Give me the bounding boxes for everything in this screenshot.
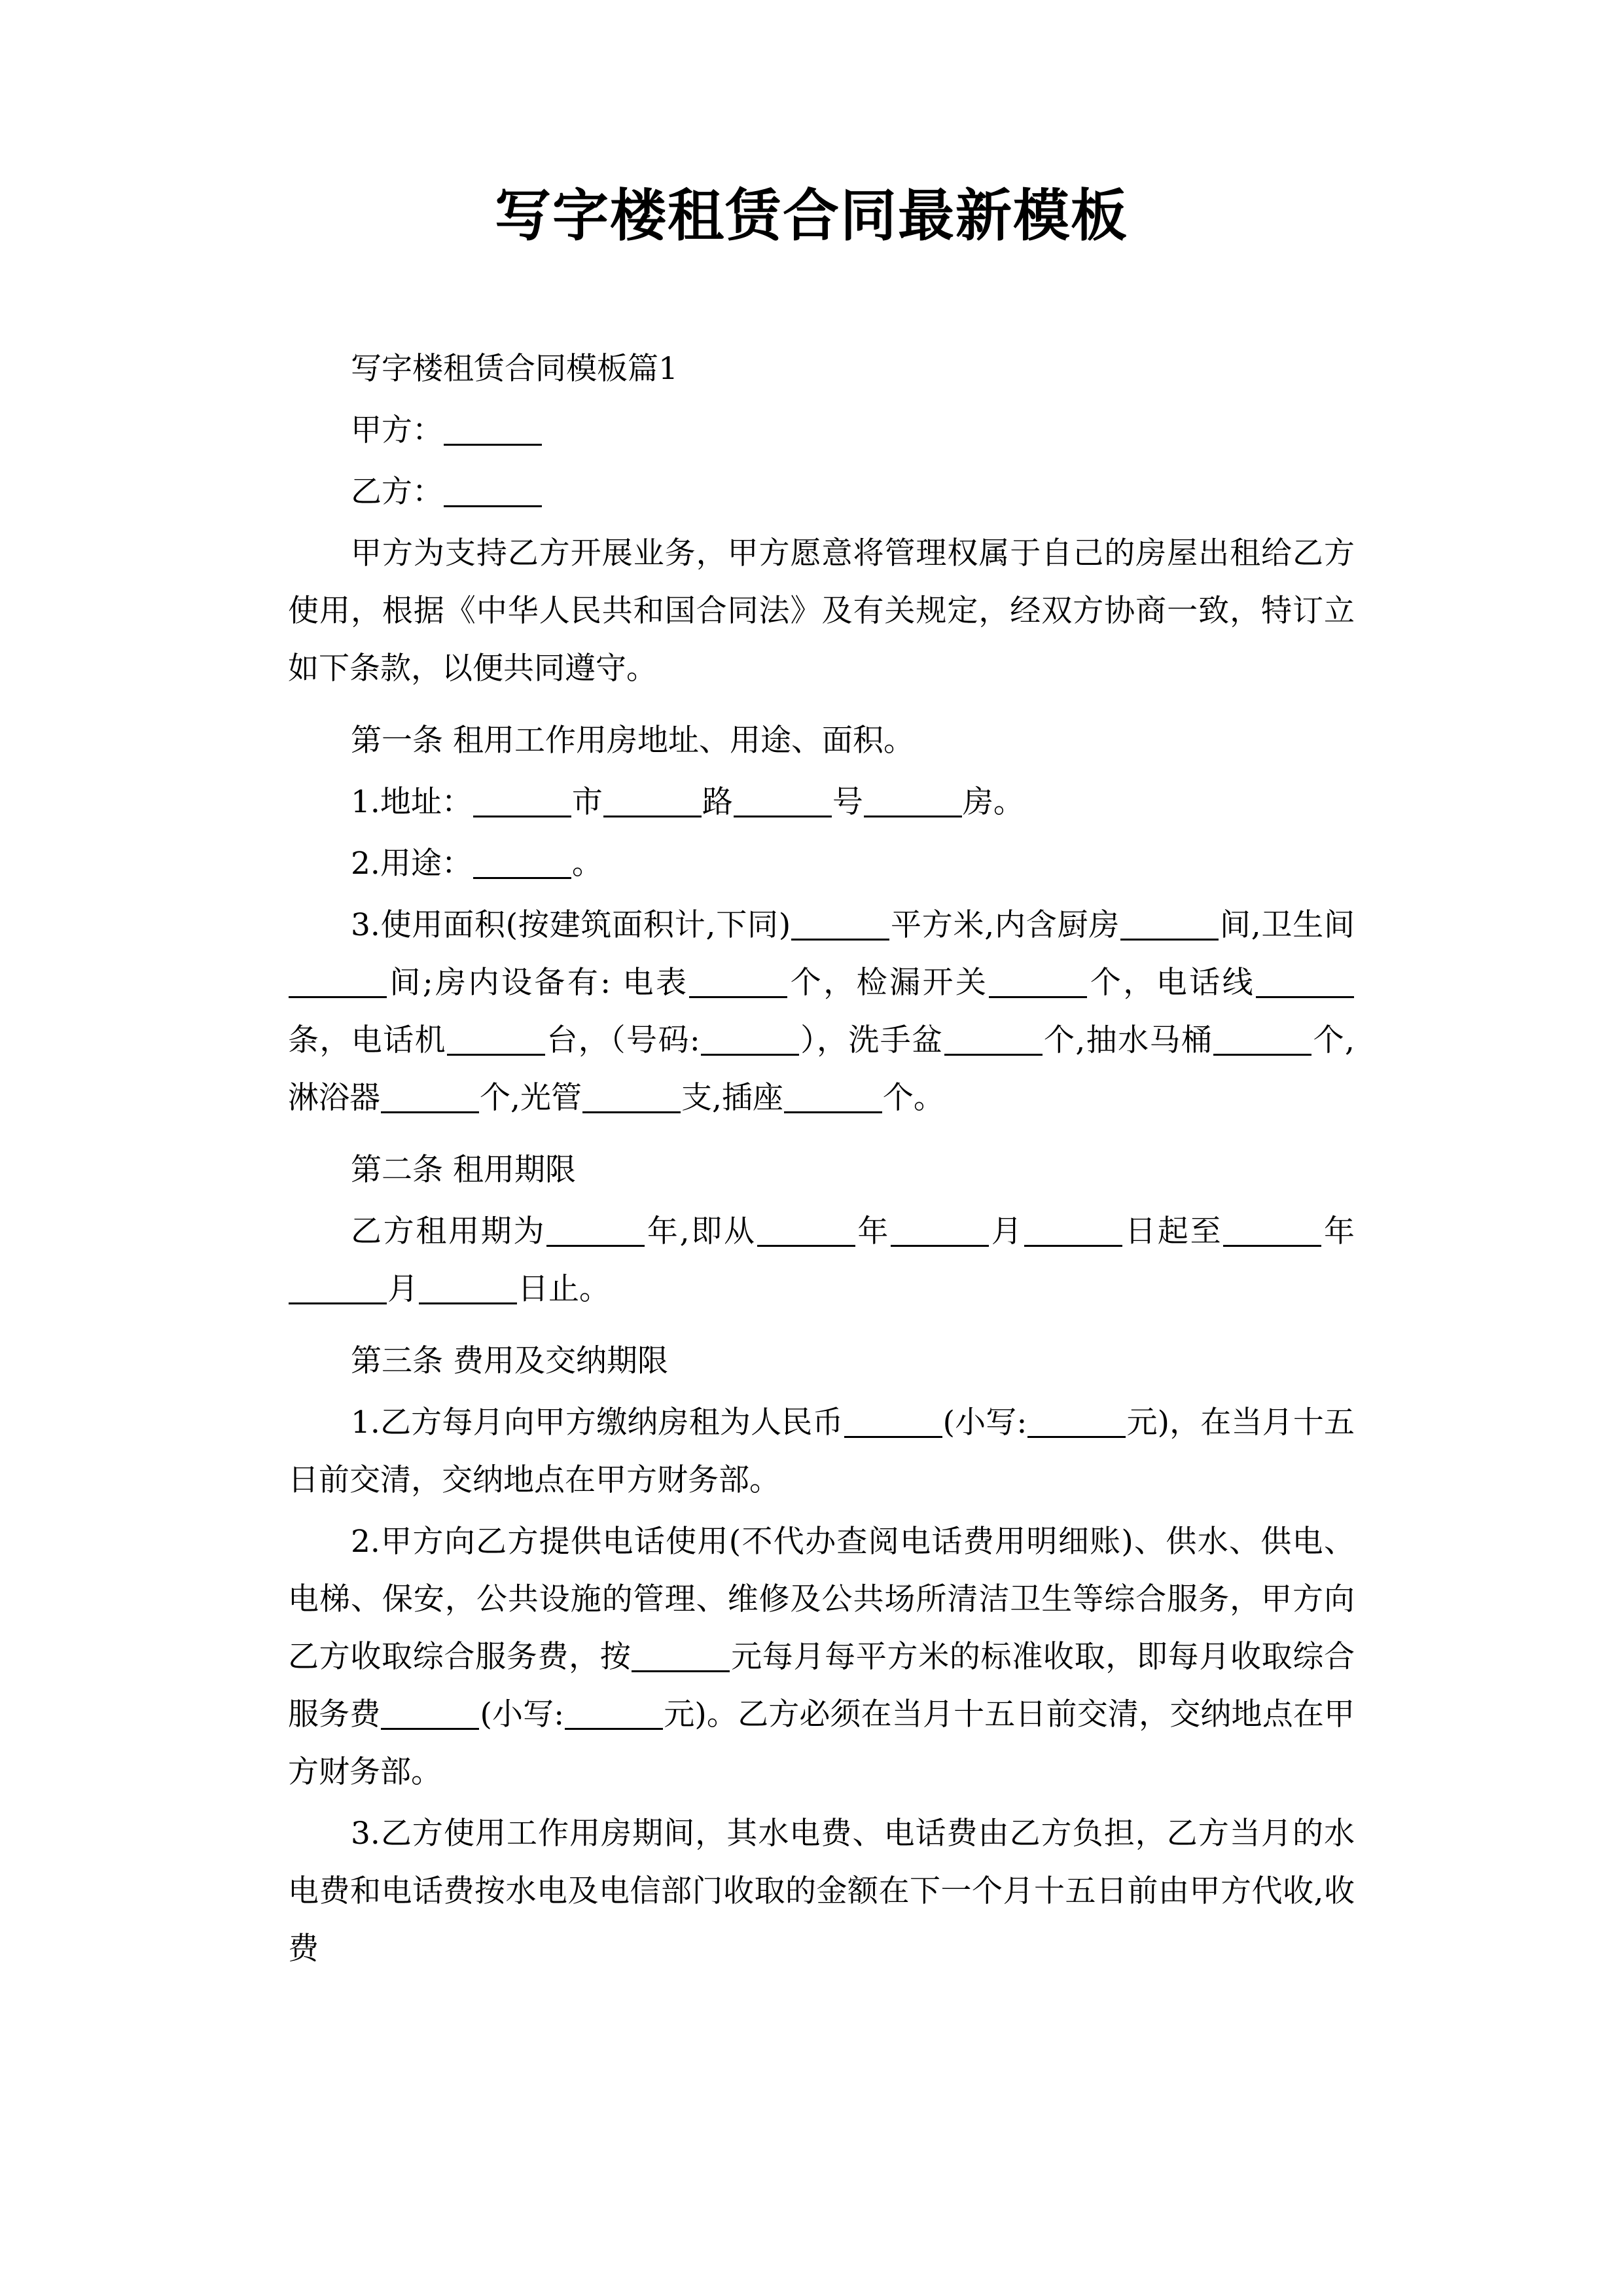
article-heading: 第一条 租用工作用房地址、用途、面积。 — [351, 723, 914, 759]
page-title: 写字楼租赁合同最新模板 — [495, 183, 1128, 249]
item-text: 2.用途： — [351, 846, 473, 882]
item-text: 房。 — [962, 784, 1024, 820]
item-text: 个。 — [882, 1080, 944, 1116]
item-text: 号 — [832, 784, 863, 820]
item-text: 个，检漏开关 — [788, 965, 989, 1001]
item-text: 间;房内设备有: 电表 — [387, 965, 689, 1001]
item-text: 台，（号码: — [545, 1022, 700, 1058]
item-text: 2.甲方向乙方提供电话使用(不代办查阅电话费用明细账)、供水、供电、电梯、保安，公共设施的管理、维修及公共场所清洁卫生等综合服务，甲方向乙方收取综合服务费，按 — [288, 1524, 1355, 1675]
party-b-blank[interactable] — [444, 475, 542, 507]
item-text: 个,淋浴器 — [288, 1022, 1355, 1116]
fill-in-blank[interactable] — [1120, 908, 1219, 941]
item-text: 3.乙方使用工作用房期间，其水电费、电话费由乙方负担，乙方当月的水电费和电话费按水电及电信部门收取的金额在下一个月十五日前由甲方代收,收费 — [288, 1816, 1355, 1967]
fill-in-blank[interactable] — [734, 785, 832, 817]
preamble-paragraph: 甲方为支持乙方开展业务，甲方愿意将管理权属于自己的房屋出租给乙方使用，根据《中华人民共和国合同法》及有关规定，经双方协商一致，特订立如下条款，以便共同遵守。 — [288, 535, 1355, 687]
item-text: 个,光管 — [480, 1080, 582, 1116]
item-text: 1.乙方每月向甲方缴纳房租为人民币 — [351, 1405, 844, 1441]
fill-in-blank[interactable] — [944, 1024, 1043, 1056]
fill-in-blank[interactable] — [689, 966, 787, 998]
article-item — [288, 1394, 1355, 1509]
fill-in-blank[interactable] — [989, 966, 1087, 998]
item-text: ），洗手盆 — [799, 1022, 944, 1058]
item-text: 条，电话机 — [288, 1022, 446, 1058]
item-text: 月 — [387, 1271, 418, 1307]
fill-in-blank[interactable] — [289, 966, 387, 998]
item-text: 市 — [571, 784, 603, 820]
item-text: 平方米,内含厨房 — [890, 907, 1120, 943]
item-text: 支,插座 — [681, 1080, 783, 1116]
fill-in-blank[interactable] — [1223, 1215, 1321, 1247]
fill-in-blank[interactable] — [701, 1024, 799, 1056]
article-heading: 第二条 租用期限 — [351, 1152, 576, 1188]
party-b-label: 乙方： — [351, 474, 443, 510]
fill-in-blank[interactable] — [632, 1640, 730, 1672]
article-heading: 第三条 费用及交纳期限 — [351, 1343, 668, 1379]
item-text: (小写: — [942, 1405, 1027, 1441]
fill-in-blank[interactable] — [1256, 966, 1354, 998]
document-body — [0, 340, 1355, 1978]
fill-in-blank[interactable] — [473, 785, 571, 817]
item-text: 3.使用面积(按建筑面积计,下同) — [351, 907, 791, 943]
item-text: 元)，在当月十五日前交清，交纳地点在甲方财务部。 — [288, 1405, 1355, 1498]
party-b-line — [288, 463, 1355, 521]
fill-in-blank[interactable] — [784, 1081, 882, 1113]
item-text: 年 — [1322, 1213, 1355, 1249]
fill-in-blank[interactable] — [844, 1406, 942, 1438]
articles-container — [288, 712, 1355, 1978]
fill-in-blank[interactable] — [864, 785, 962, 817]
item-text: 年,即从 — [645, 1213, 757, 1249]
item-text: 日起至 — [1123, 1213, 1223, 1249]
article-item — [288, 1805, 1355, 1978]
fill-in-blank[interactable] — [473, 847, 571, 879]
item-text: 元)。乙方必须在当月十五日前交清，交纳地点在甲方财务部。 — [288, 1696, 1355, 1790]
item-text: 年 — [855, 1213, 891, 1249]
item-text: 1.地址： — [351, 784, 473, 820]
fill-in-blank[interactable] — [565, 1698, 663, 1730]
fill-in-blank[interactable] — [289, 1272, 387, 1304]
fill-in-blank[interactable] — [419, 1272, 517, 1304]
party-a-line — [288, 402, 1355, 459]
article-item — [288, 774, 1355, 831]
party-a-blank[interactable] — [444, 414, 542, 446]
item-text: 月 — [990, 1213, 1024, 1249]
fill-in-blank[interactable] — [891, 1215, 989, 1247]
fill-in-blank[interactable] — [757, 1215, 855, 1247]
fill-in-blank[interactable] — [1027, 1406, 1126, 1438]
item-text: 日止。 — [518, 1271, 610, 1307]
article-item — [288, 1203, 1355, 1318]
item-text: 路 — [702, 784, 733, 820]
item-text: 个，电话线 — [1088, 965, 1256, 1001]
fill-in-blank[interactable] — [546, 1215, 645, 1247]
fill-in-blank[interactable] — [1213, 1024, 1311, 1056]
article-item — [288, 1513, 1355, 1801]
item-text: 间,卫生间 — [1219, 907, 1355, 943]
item-text: 乙方租用期为 — [351, 1213, 546, 1249]
fill-in-blank[interactable] — [603, 785, 702, 817]
section-heading: 写字楼租赁合同模板篇1 — [351, 351, 678, 387]
party-a-label: 甲方： — [351, 412, 443, 448]
item-text: (小写: — [480, 1696, 565, 1732]
item-text: 元每月每平方米的标准收取，即每月收取综合服务费 — [288, 1639, 1355, 1732]
item-text: 个,抽水马桶 — [1043, 1022, 1213, 1058]
item-text: 。 — [571, 846, 603, 882]
article-item — [288, 835, 1355, 893]
fill-in-blank[interactable] — [381, 1081, 479, 1113]
fill-in-blank[interactable] — [447, 1024, 545, 1056]
fill-in-blank[interactable] — [791, 908, 889, 941]
fill-in-blank[interactable] — [1024, 1215, 1122, 1247]
fill-in-blank[interactable] — [582, 1081, 681, 1113]
article-item — [288, 897, 1355, 1127]
fill-in-blank[interactable] — [381, 1698, 479, 1730]
